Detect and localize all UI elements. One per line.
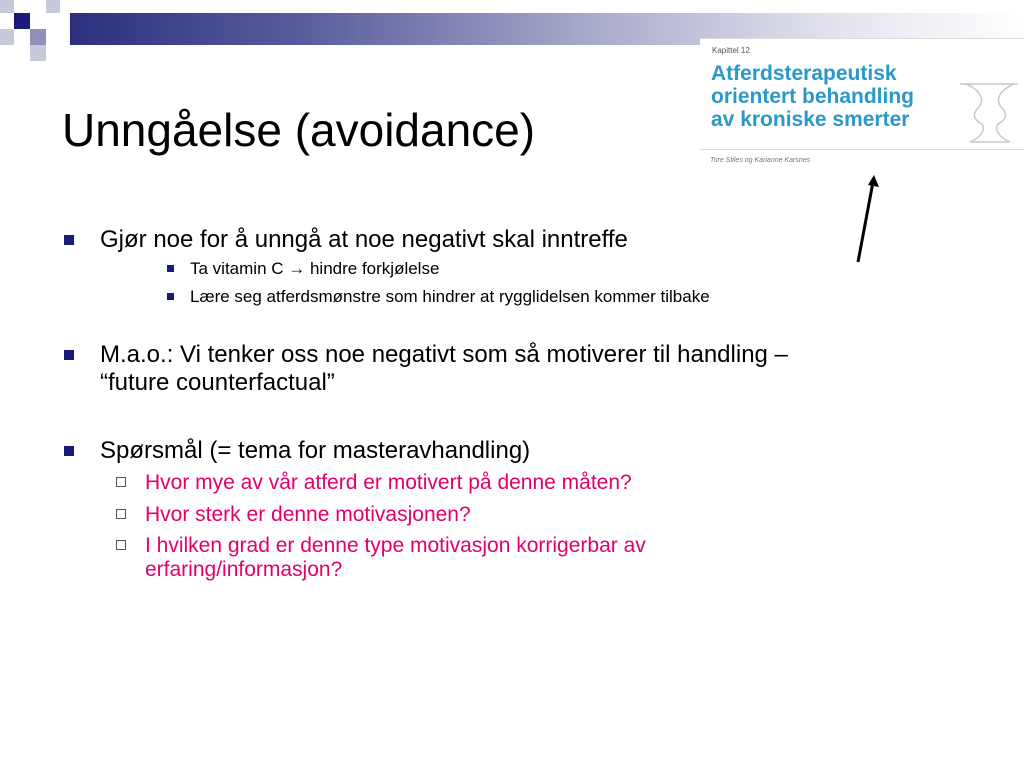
sub-bullet-square-icon xyxy=(167,293,174,300)
hollow-square-bullet-icon xyxy=(116,540,126,550)
book-authors: Tore Stiles og Karianne Karsnes xyxy=(710,157,811,164)
book-title-line: Atferdsterapeutisk xyxy=(711,62,897,85)
decor-square xyxy=(46,0,60,13)
question-text-line: I hvilken grad er denne type motivasjon korrigerbar av xyxy=(145,534,646,557)
slide-title: Unngåelse (avoidance) xyxy=(62,104,536,156)
right-arrow-icon: → xyxy=(288,259,306,278)
face-vase-illustration-icon xyxy=(956,78,1024,148)
decor-square xyxy=(14,13,30,29)
decor-square xyxy=(46,13,70,45)
bullet-square-icon xyxy=(64,446,74,456)
book-title-line: av kroniske smerter xyxy=(711,108,910,131)
question-text: Hvor sterk er denne motivasjonen? xyxy=(145,503,471,526)
book-title-line: orientert behandling xyxy=(711,85,915,108)
sub-bullet-text xyxy=(190,258,439,280)
book-title xyxy=(711,62,961,131)
book-cover-image xyxy=(700,38,1024,168)
sub-bullet-text: Lære seg atferdsmønstre som hindrer at rygglidelsen kommer tilbake xyxy=(190,287,710,306)
hollow-square-bullet-icon xyxy=(116,477,126,487)
hollow-square-bullet-icon xyxy=(116,509,126,519)
bullet-text: Spørsmål (= tema for masteravhandling) xyxy=(100,437,531,464)
sub-bullet-square-icon xyxy=(167,265,174,272)
question-text-line: erfaring/informasjon? xyxy=(145,558,343,581)
decor-square xyxy=(30,29,46,45)
question-text: Hvor mye av vår atferd er motivert på denne måten? xyxy=(145,471,632,494)
bullet-text-line: “future counterfactual” xyxy=(100,369,335,396)
book-chapter-label: Kapittel 12 xyxy=(712,46,750,55)
sub-bullet-text-pre: Ta vitamin C xyxy=(190,259,289,278)
bullet-text: Gjør noe for å unngå at noe negativt skal inntreffe xyxy=(100,226,628,253)
pointer-arrow-icon xyxy=(850,170,890,270)
bullet-text-line: M.a.o.: Vi tenker oss noe negativt som så motiverer til handling – xyxy=(100,341,788,368)
bullet-square-icon xyxy=(64,350,74,360)
decor-square xyxy=(30,45,46,61)
decor-square xyxy=(0,0,14,13)
sub-bullet-text-post: hindre forkjølelse xyxy=(305,259,440,278)
bullet-square-icon xyxy=(64,235,74,245)
decor-square xyxy=(0,29,14,45)
